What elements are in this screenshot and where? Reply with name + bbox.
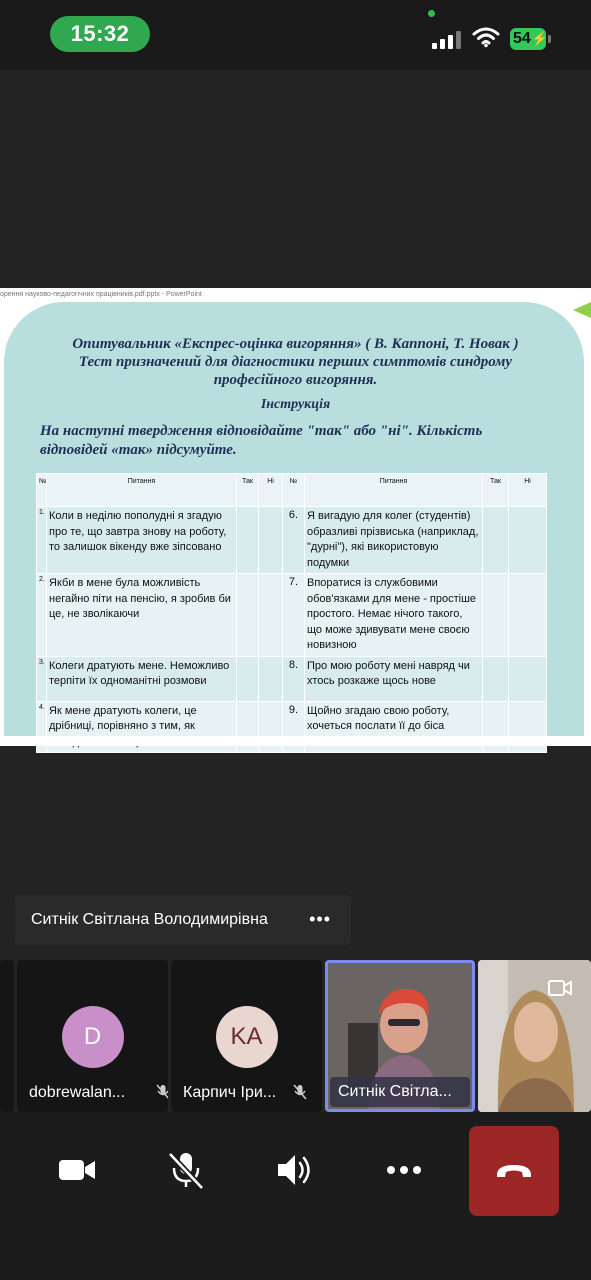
participant-name: Ситнік Світла...	[338, 1083, 452, 1100]
row-number: 2.	[37, 574, 47, 657]
question-text: Коли в неділю пополудні я згадую про те, що завтра знову на роботу, то залишок вікенду вже зіпсовано	[47, 507, 237, 574]
switch-camera-icon[interactable]	[547, 976, 573, 1000]
shared-window-title: орення науково-педагогічних працівників.pdf.pptx - PowerPoint	[0, 291, 202, 298]
camera-in-use-indicator	[428, 10, 435, 17]
status-time: 15:32	[50, 16, 150, 52]
table-row	[37, 574, 547, 657]
instruction-text: На наступні твердження відповідайте "так" або "ні". Кількість відповідей «так» підсумуйте.	[40, 423, 483, 458]
question-text: Я вигадую для колег (студентів) образливі прізвиська (наприклад, "дурні"), які використовую подумки	[305, 507, 483, 574]
battery-level: 54	[513, 30, 531, 47]
answer-no-cell	[259, 507, 283, 574]
self-video	[478, 960, 591, 1112]
avatar	[216, 1006, 278, 1068]
header-number-2: №	[283, 474, 305, 507]
answer-yes-cell	[237, 507, 259, 574]
participant-name: dobrewalan...	[29, 1084, 126, 1101]
answer-no-cell	[509, 656, 547, 701]
row-number: 6.	[283, 507, 305, 574]
more-options-icon[interactable]: •••	[309, 909, 331, 929]
avatar-initial: D	[83, 1023, 102, 1050]
slide-subtitle-line2: професійного вигоряння.	[213, 372, 378, 388]
more-button[interactable]	[374, 1140, 434, 1200]
table-header-row	[37, 474, 547, 507]
question-text: Про мою роботу мені навряд чи хтось розкаже щось нове	[305, 656, 483, 701]
speaker-icon	[275, 1152, 315, 1188]
row-number: 8.	[283, 656, 305, 701]
battery-indicator: 54 ⚡	[510, 28, 546, 50]
cellular-signal-icon	[432, 29, 464, 49]
video-camera-icon	[58, 1157, 96, 1183]
wifi-icon	[472, 26, 500, 48]
slide-title: Опитувальник «Експрес-оцінка вигоряння» ( В. Каппоні, Т. Новак )	[72, 336, 519, 352]
row-number: 4.	[37, 701, 47, 753]
answer-yes-cell	[483, 656, 509, 701]
battery-nub	[548, 35, 551, 43]
participant-tile-partial[interactable]	[0, 960, 14, 1112]
leave-call-button[interactable]	[469, 1126, 559, 1216]
mute-button[interactable]	[156, 1140, 216, 1200]
share-bottom-edge	[0, 736, 591, 746]
table-row	[37, 507, 547, 574]
header-yes-2: Так	[483, 474, 509, 507]
header-yes: Так	[237, 474, 259, 507]
row-number: 3.	[37, 656, 47, 701]
question-text: Щойно згадаю свою роботу, хочеться послати її до біса	[305, 701, 483, 753]
answer-yes-cell	[237, 574, 259, 657]
answer-no-cell	[259, 656, 283, 701]
header-question: Питання	[47, 474, 237, 507]
table-row	[37, 656, 547, 701]
header-no: Ні	[259, 474, 283, 507]
mic-muted-icon	[156, 1084, 168, 1100]
row-number: 1.	[37, 507, 47, 574]
question-text: Якби в мене була можливість негайно піти на пенсію, я зробив би це, не зволікаючи	[47, 574, 237, 657]
participant-name: Карпич Іри...	[183, 1084, 277, 1101]
participant-video-tile-active[interactable]	[325, 960, 475, 1112]
answer-no-cell	[509, 507, 547, 574]
hang-up-icon	[494, 1162, 534, 1180]
video-button[interactable]	[47, 1140, 107, 1200]
questionnaire-table	[36, 473, 547, 753]
mic-muted-icon	[293, 1084, 307, 1100]
active-speaker-bar[interactable]	[15, 895, 351, 945]
microphone-muted-icon	[166, 1150, 206, 1190]
answer-yes-cell	[483, 507, 509, 574]
answer-yes-cell	[483, 574, 509, 657]
header-question-2: Питання	[305, 474, 483, 507]
row-number: 7.	[283, 574, 305, 657]
speaker-button[interactable]	[265, 1140, 325, 1200]
question-text: Впоратися із службовими обов'язками для мене - простіше простого. Немає нічого такого, що може здивувати мене своєю новизною	[305, 574, 483, 657]
question-text: Як мене дратують колеги, це дрібниці, порівняно з тим, як	[47, 701, 237, 753]
more-dots-icon	[386, 1165, 422, 1175]
answer-no-cell	[259, 574, 283, 657]
instruction-heading: Інструкція	[260, 397, 331, 412]
header-number: №	[37, 474, 47, 507]
row-number: 9.	[283, 701, 305, 753]
slide-subtitle-line1: Тест призначений для діагностики перших симптомів синдрому	[78, 354, 513, 370]
answer-no-cell	[509, 574, 547, 657]
avatar	[62, 1006, 124, 1068]
active-speaker-name: Ситнік Світлана Володимирівна	[31, 911, 268, 928]
answer-yes-cell	[237, 656, 259, 701]
question-text: Колеги дратують мене. Неможливо терпіти їх одноманітні розмови	[47, 656, 237, 701]
participant-tile[interactable]	[17, 960, 168, 1112]
self-view-tile[interactable]	[478, 960, 591, 1112]
participant-tile[interactable]	[171, 960, 322, 1112]
header-no-2: Ні	[509, 474, 547, 507]
avatar-initial: KA	[230, 1023, 263, 1050]
